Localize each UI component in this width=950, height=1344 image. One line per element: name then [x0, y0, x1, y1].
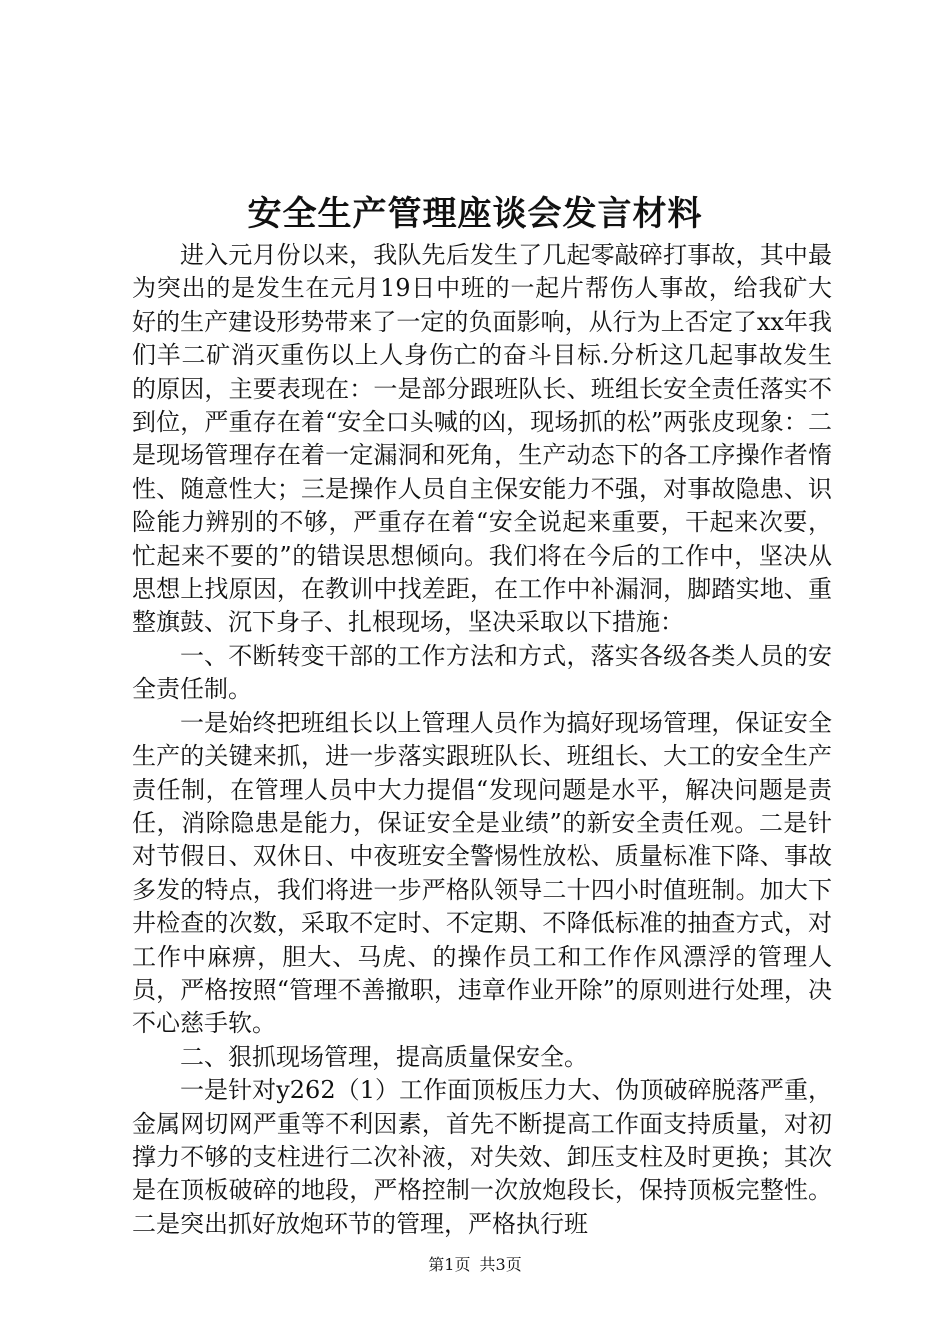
page-total: 共3页 [479, 1255, 522, 1274]
paragraph-measures-2: 一是针对y262（1）工作面顶板压力大、伪顶破碎脱落严重，金属网切网严重等不利因素，首先不断提高工作面支持质量，对初撑力不够的支柱进行二次补液，对失效、卸压支柱及时更换；其次是在顶板破碎的地段，严格控制一次放炮段长，保持顶板完整性。二是突出抓好放炮环节的管理，严格执行班 [132, 1076, 832, 1238]
page-footer [0, 1252, 950, 1275]
page-number: 第1页 [428, 1255, 471, 1274]
document-title: 安全生产管理座谈会发言材料 [247, 194, 703, 234]
paragraph-measures-1: 一是始终把班组长以上管理人员作为搞好现场管理，保证安全生产的关键来抓，进一步落实跟班队长、班组长、大工的安全生产责任制，在管理人员中大力提倡“发现问题是水平，解决问题是责任，消除隐患是能力，保证安全是业绩”的新安全责任观。二是针对节假日、双休日、中夜班安全警惕性放松、质量标准下降、事故多发的特点，我们将进一步严格队领导二十四小时值班制。加大下井检查的次数，采取不定时、不定期、不降低标准的抽查方式，对工作中麻痹，胆大、马虎、的操作员工和工作作风漂浮的管理人员，严格按照“管理不善撤职，违章作业开除”的原则进行处理，决不心慈手软。 [132, 708, 832, 1038]
paragraph-heading-1: 一、不断转变干部的工作方法和方式，落实各级各类人员的安全责任制。 [132, 641, 832, 704]
paragraph-heading-2: 二、狠抓现场管理，提高质量保安全。 [180, 1042, 588, 1071]
paragraph-intro: 进入元月份以来，我队先后发生了几起零敲碎打事故，其中最为突出的是发生在元月19日中班的一起片帮伤人事故，给我矿大好的生产建设形势带来了一定的负面影响，从行为上否定了xx年我们羊二矿消灭重伤以上人身伤亡的奋斗目标.分析这几起事故发生的原因，主要表现在：一是部分跟班队长、班组长安全责任落实不到位，严重存在着“安全口头喊的凶，现场抓的松”两张皮现象：二是现场管理存在着一定漏洞和死角，生产动态下的各工序操作者惰性、随意性大；三是操作人员自主保安能力不强，对事故隐患、识险能力辨别的不够，严重存在着“安全说起来重要，干起来次要，忙起来不要的”的错误思想倾向。我们将在今后的工作中，坚决从思想上找原因，在教训中找差距，在工作中补漏洞，脚踏实地、重整旗鼓、沉下身子、扎根现场，坚决采取以下措施： [132, 241, 832, 637]
document-body [132, 239, 832, 1241]
